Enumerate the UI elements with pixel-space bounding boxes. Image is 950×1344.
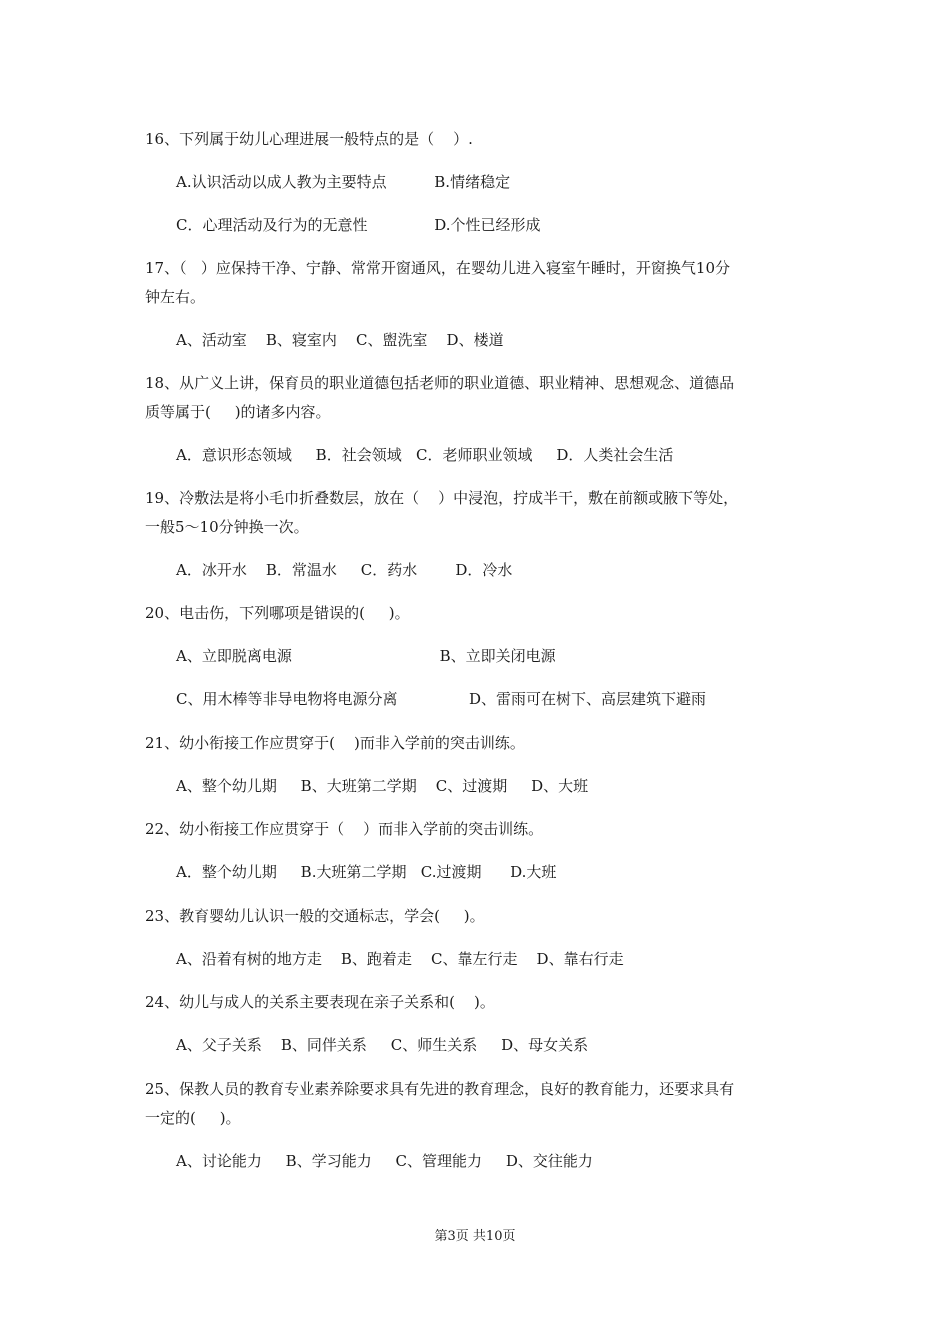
question-19-stem-line-1: 19、冷敷法是将小毛巾折叠数层，放在（ ）中浸泡，拧成半干，敷在前额或腋下等处，	[145, 489, 739, 507]
question-16-stem-line-1: 16、下列属于幼儿心理进展一般特点的是（ ）.	[145, 130, 473, 148]
question-25-stem-line-2: 一定的( )。	[145, 1109, 241, 1127]
question-23-options-line-1: A、沿着有树的地方走 B、跑着走 C、靠左行走 D、靠右行走	[176, 950, 624, 968]
question-16-options-line-2: C．心理活动及行为的无意性 D.个性已经形成	[176, 216, 541, 234]
question-17-stem-line-1: 17、（ ）应保持干净、宁静、常常开窗通风，在婴幼儿进入寝室午睡时，开窗换气10分	[145, 259, 730, 277]
question-24-options-line-1: A、父子关系 B、同伴关系 C、师生关系 D、母女关系	[176, 1036, 589, 1054]
question-20-options-line-1: A、立即脱离电源 B、立即关闭电源	[176, 647, 556, 665]
question-22-options-line-1: A．整个幼儿期 B.大班第二学期 C.过渡期 D.大班	[176, 863, 557, 881]
page-number-footer: 第3页 共10页	[434, 1229, 516, 1244]
question-17-stem-line-2: 钟左右。	[145, 288, 206, 306]
question-19-options-line-1: A．冰开水 B．常温水 C．药水 D．冷水	[176, 561, 513, 579]
question-21-options-line-1: A、整个幼儿期 B、大班第二学期 C、过渡期 D、大班	[176, 777, 589, 795]
question-22-stem-line-1: 22、幼小衔接工作应贯穿于（ ）而非入学前的突击训练。	[145, 820, 544, 838]
question-19-stem-line-2: 一般5～10分钟换一次。	[145, 518, 309, 536]
question-23-stem-line-1: 23、教育婴幼儿认识一般的交通标志，学会( )。	[145, 907, 485, 925]
question-25-stem-line-1: 25、保教人员的教育专业素养除要求具有先进的教育理念，良好的教育能力，还要求具有	[145, 1080, 735, 1098]
question-24-stem-line-1: 24、幼儿与成人的关系主要表现在亲子关系和( )。	[145, 993, 495, 1011]
question-18-stem-line-1: 18、从广义上讲，保育员的职业道德包括老师的职业道德、职业精神、思想观念、道德品	[145, 374, 735, 392]
question-18-stem-line-2: 质等属于( )的诸多内容。	[145, 403, 331, 421]
question-20-stem-line-1: 20、电击伤，下列哪项是错误的( )。	[145, 604, 410, 622]
question-18-options-line-1: A．意识形态领域 B．社会领域 C．老师职业领域 D．人类社会生活	[176, 446, 674, 464]
question-20-options-line-2: C、用木棒等非导电物将电源分离 D、雷雨可在树下、高层建筑下避雨	[176, 690, 707, 708]
question-21-stem-line-1: 21、幼小衔接工作应贯穿于( )而非入学前的突击训练。	[145, 734, 525, 752]
question-25-options-line-1: A、讨论能力 B、学习能力 C、管理能力 D、交往能力	[176, 1152, 593, 1170]
question-17-options-line-1: A、活动室 B、寝室内 C、盥洗室 D、楼道	[176, 331, 504, 349]
question-16-options-line-1: A.认识活动以成人教为主要特点 B.情绪稳定	[176, 173, 511, 191]
